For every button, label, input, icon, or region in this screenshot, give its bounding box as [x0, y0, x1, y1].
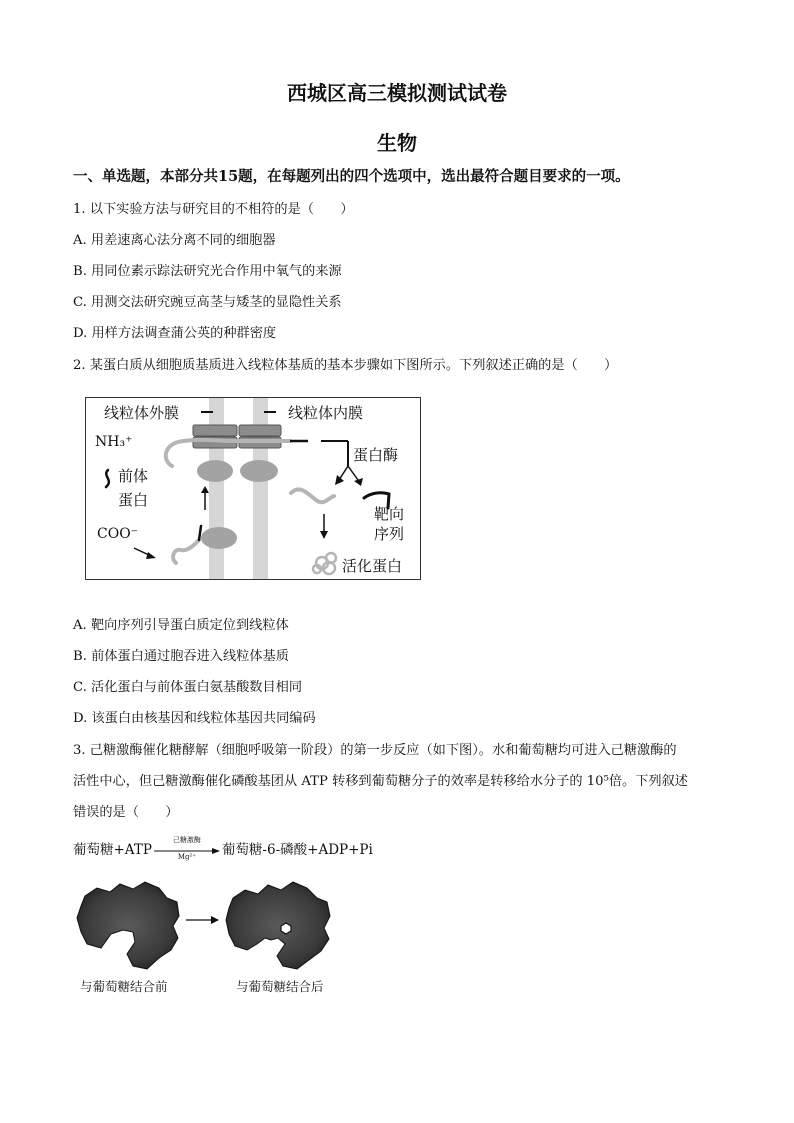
label-targeting-1: 靶向 — [374, 505, 405, 523]
equation-right: 葡萄糖-6-磷酸+ADP+Pi — [221, 842, 373, 858]
label-inner-membrane: 线粒体内膜 — [288, 404, 364, 422]
cleaved-chain — [291, 489, 334, 502]
question-2-option-a[interactable]: A. 靶向序列引导蛋白质定位到线粒体 — [73, 618, 289, 633]
equation-enzyme: 己糖激酶 — [172, 835, 201, 844]
question-1-option-d[interactable]: D. 用样方法调查蒲公英的种群密度 — [73, 326, 277, 341]
precursor-seg — [106, 470, 109, 487]
enzyme-before-binding — [77, 882, 179, 969]
channel-inner-top — [239, 425, 281, 436]
question-1-option-a[interactable]: A. 用差速离心法分离不同的细胞器 — [73, 233, 276, 248]
subject-title: 生物 — [377, 131, 417, 155]
question-3-stem-line-3: 错误的是（ ） — [73, 805, 179, 820]
question-3-stem-line-2: 活性中心，但己糖激酶催化磷酸基团从 ATP 转移到葡萄糖分子的效率是转移给水分子的 10⁵倍。下列叙述 — [73, 774, 688, 789]
question-2-option-b[interactable]: B. 前体蛋白通过胞吞进入线粒体基质 — [73, 649, 289, 664]
label-targeting-2: 序列 — [374, 525, 405, 543]
question-2-stem: 2. 某蛋白质从细胞质基质进入线粒体基质的基本步骤如下图所示。下列叙述正确的是（ ） — [73, 358, 618, 373]
caption-before-binding: 与葡萄糖结合前 — [80, 979, 168, 994]
label-coo: COO⁻ — [97, 526, 139, 542]
section-heading: 一、单选题，本部分共15题，在每题列出的四个选项中，选出最符合题目要求的一项。 — [73, 168, 630, 185]
equation-cofactor: Mg²⁺ — [177, 852, 196, 861]
question-2-option-c[interactable]: C. 活化蛋白与前体蛋白氨基酸数目相同 — [73, 680, 303, 695]
enzyme-after-binding — [226, 882, 330, 969]
label-precursor-1: 前体 — [118, 467, 149, 485]
page-title: 西城区高三模拟测试试卷 — [287, 81, 507, 105]
reaction-equation — [73, 835, 373, 861]
equation-arrow — [154, 835, 220, 861]
question-1-option-c[interactable]: C. 用测交法研究豌豆高茎与矮茎的显隐性关系 — [73, 295, 342, 310]
label-nh3: NH₃⁺ — [95, 434, 133, 450]
label-precursor-2: 蛋白 — [118, 491, 149, 509]
hexokinase-conformation-figure — [75, 876, 335, 976]
question-1-stem: 1. 以下实验方法与研究目的不相符的是（ ） — [73, 202, 354, 217]
precursor-chain — [173, 540, 199, 563]
caption-after-binding: 与葡萄糖结合后 — [236, 979, 324, 994]
label-activated-protein: 活化蛋白 — [342, 557, 403, 575]
glucose-icon — [281, 923, 291, 934]
question-1-option-b[interactable]: B. 用同位素示踪法研究光合作用中氧气的来源 — [73, 264, 342, 279]
activated-protein-coil — [313, 553, 336, 574]
channel-outer-top — [193, 425, 237, 436]
question-3-stem-line-1: 3. 己糖激酶催化糖酵解（细胞呼吸第一阶段）的第一步反应（如下图）。水和葡萄糖均可进入己糖激酶的 — [73, 743, 677, 758]
receptor-oval-right — [240, 460, 278, 482]
receptor-oval-top — [197, 460, 233, 482]
mitochondria-import-figure — [85, 397, 421, 580]
receptor-oval-bottom — [201, 527, 237, 549]
label-protease: 蛋白酶 — [353, 446, 399, 464]
label-outer-membrane: 线粒体外膜 — [104, 404, 180, 422]
question-2-option-d[interactable]: D. 该蛋白由核基因和线粒体基因共同编码 — [73, 711, 316, 726]
equation-left: 葡萄糖+ATP — [73, 842, 152, 858]
